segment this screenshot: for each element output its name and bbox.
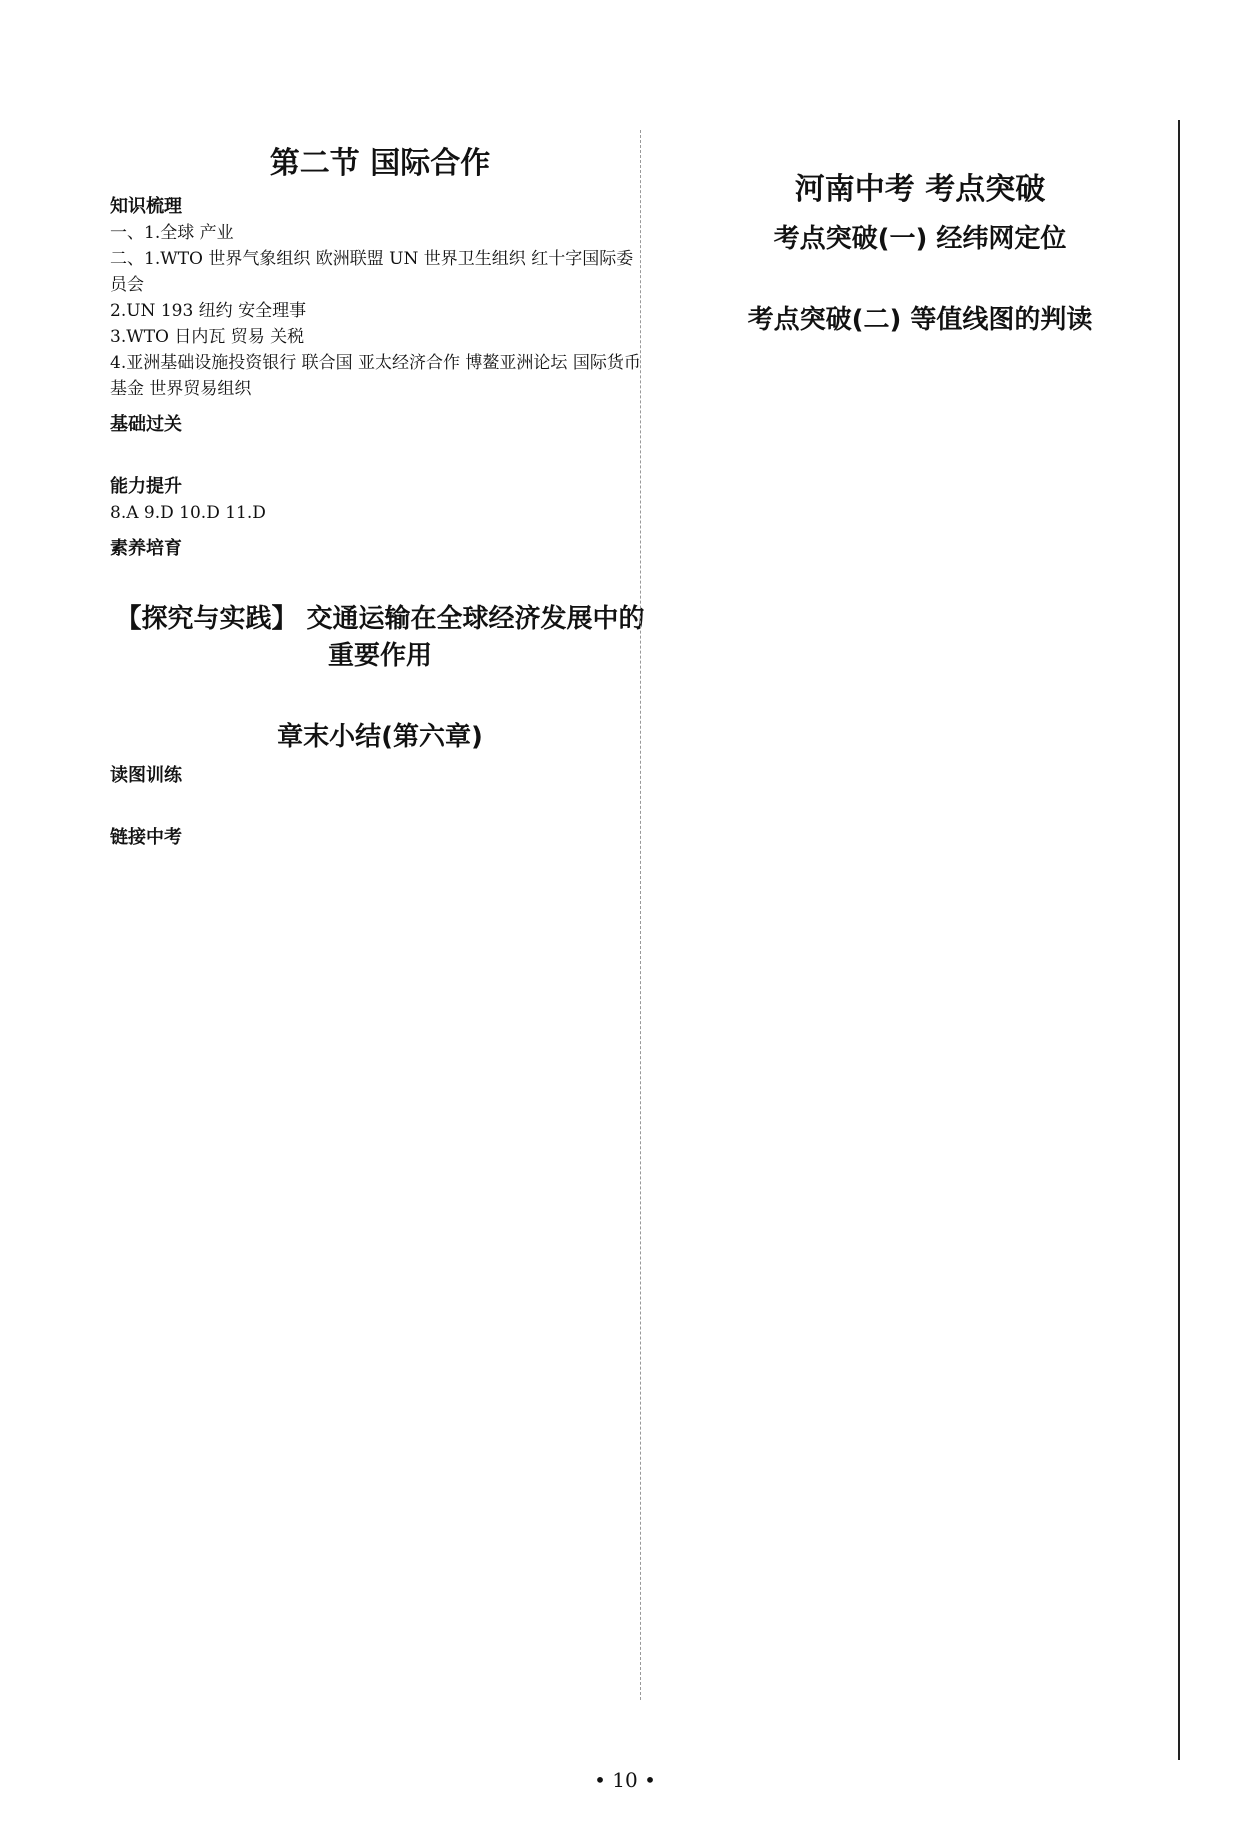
intro-text [650, 130, 1190, 156]
right-column [650, 130, 1190, 370]
link-heading: 链接中考 [110, 827, 182, 848]
knowledge-item: 4.亚洲基础设施投资银行 联合国 亚太经济合作 博鳌亚洲论坛 国际货币基金 世界贸易组织 [110, 353, 641, 399]
breakthrough1-text [650, 263, 1190, 289]
basic-text [110, 438, 650, 464]
right-margin-rule [1178, 120, 1180, 1760]
read-map-heading: 读图训练 [110, 765, 182, 786]
knowledge-heading: 知识梳理 [110, 196, 182, 217]
breakthrough2-text [650, 344, 1190, 370]
knowledge-item: 2.UN 193 纽约 安全理事 [110, 301, 307, 321]
henan-title: 河南中考 考点突破 [794, 172, 1046, 207]
explore-title: 【探究与实践】 交通运输在全球经济发展中的重要作用 [115, 604, 645, 671]
page-number: • 10 • [594, 1768, 656, 1792]
summary-title: 章末小结(第六章) [277, 722, 483, 752]
knowledge-item: 3.WTO 日内瓦 贸易 关税 [110, 327, 305, 347]
literacy-heading: 素养培育 [110, 538, 182, 559]
read-map-text [110, 789, 650, 815]
literacy-text [110, 562, 650, 588]
left-column [110, 130, 650, 877]
link-text [110, 851, 650, 877]
section-title: 第二节 国际合作 [269, 146, 491, 181]
ability-answers: 8.A 9.D 10.D 11.D [110, 503, 266, 523]
basic-heading: 基础过关 [110, 414, 182, 435]
column-divider [640, 130, 642, 1700]
knowledge-item: 一、1.全球 产业 [110, 223, 234, 243]
breakthrough1-title: 考点突破(一) 经纬网定位 [773, 224, 1067, 254]
ability-heading: 能力提升 [110, 476, 182, 497]
breakthrough2-title: 考点突破(二) 等值线图的判读 [747, 305, 1093, 335]
knowledge-item: 二、1.WTO 世界气象组织 欧洲联盟 UN 世界卫生组织 红十字国际委员会 [110, 249, 634, 295]
explore-text [110, 680, 650, 706]
